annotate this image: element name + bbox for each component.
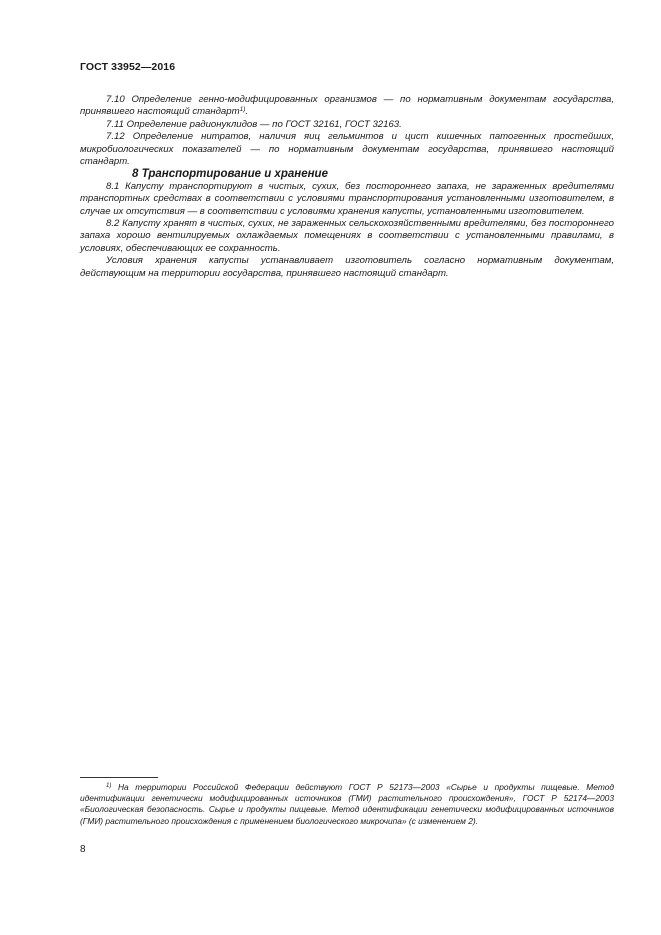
document-header: ГОСТ 33952—2016 [80,61,176,73]
paragraph-7-10 [80,94,614,119]
paragraph-7-12: 7.12 Определение нитратов, наличия яиц гельминтов и цист кишечных патогенных простейших, микробиологических показателей — по нормативным документам государства, принявшего настоящий стандарт. [80,131,614,168]
paragraph-punctuation: . [245,106,249,118]
footnote-text-block [80,782,614,827]
page-number: 8 [80,844,86,855]
footnote-reference[interactable]: 1) [239,106,246,114]
section-heading: 8 Транспортирование и хранение [132,168,328,181]
paragraph-7-11: 7.11 Определение радионуклидов — по ГОСТ 32161, ГОСТ 32163. [106,118,402,130]
footnote-separator [80,777,158,778]
paragraph-8-2: 8.2 Капусту хранят в чистых, сухих, не зараженных сельскохозяйственными вредителями, без постороннего запаха хорошо вентилируемых охлаждаемых помещениях в соответствии с установленными правилами, в условиях, обеспечивающих ее сохранность. [80,218,614,254]
paragraph-8-1: 8.1 Капусту транспортируют в чистых, сухих, без постороннего запаха, не зараженных вредителями транспортных средствах в соответствии с условиями транспортирования установленными изготовителем, в случае их отсутствия — в соответствии с условиями хранения капусты, установленными изготовителем. [80,180,614,217]
paragraph-text: 7.10 Определение генно-модифицированных организмов — по нормативным документам государства, принявшего настоящий стандарт [80,94,614,118]
footnote-marker: 1) [106,783,112,789]
footnote [80,782,614,827]
paragraph-storage-conditions: Условия хранения капусты устанавливает изготовитель согласно нормативным документам, действующим на территории государства, принявшего настоящий стандарт. [80,255,614,279]
document-body [80,94,614,280]
footnote-text: На территории Российской Федерации действуют ГОСТ Р 52173—2003 «Сырье и продукты пищевые. Метод идентификации генетически модифицированных источников (ГМИ) растительного происхождения», ГОСТ Р 52174—2003 «Биологическая безопасность. Сырье и продукты пищевые. Метод идентификации генетически модифицированных источников (ГМИ) растительного происхождения с применением биологического микрочипа» (с изменением 2). [80,782,614,826]
